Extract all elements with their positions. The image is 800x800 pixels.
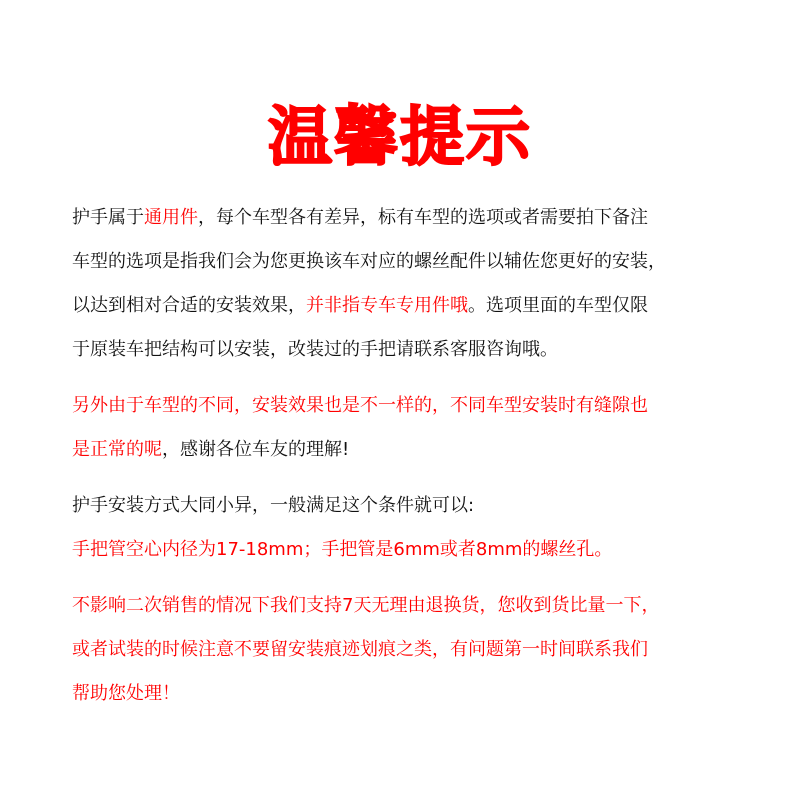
highlight-not-model-specific: 并非指专车专用件哦	[306, 295, 468, 316]
paragraph-line: 或者试装的时候注意不要留安装痕迹划痕之类，有问题第一时间联系我们	[72, 639, 648, 660]
page-title: 温馨提示	[268, 101, 532, 175]
paragraph-return-policy	[72, 584, 736, 716]
paragraph-universal-part	[72, 196, 736, 372]
paragraph-line	[72, 284, 736, 328]
paragraph-line: 于原装车把结构可以安装，改装过的手把请联系客服咨询哦。	[72, 339, 558, 360]
paragraph-line: 另外由于车型的不同，安装效果也是不一样的，不同车型安装时有缝隙也	[72, 395, 648, 416]
text-span: ，每个车型各有差异，标有车型的选项或者需要拍下备注	[198, 207, 648, 228]
highlight-universal-part: 通用件	[144, 207, 198, 228]
paragraph-line	[72, 428, 736, 472]
paragraph-line: 手把管空心内径为17-18mm；手把管是6mm或者8mm的螺丝孔。	[72, 539, 613, 560]
paragraph-line: 车型的选项是指我们会为您更换该车对应的螺丝配件以辅佐您更好的安装，	[72, 251, 666, 272]
paragraph-line: 护手安装方式大同小异，一般满足这个条件就可以:	[72, 495, 475, 516]
paragraph-installation-condition	[72, 484, 736, 572]
paragraph-line	[72, 196, 736, 240]
paragraph-line: 帮助您处理！	[72, 683, 180, 704]
text-span: 。选项里面的车型仅限	[468, 295, 648, 316]
paragraph-line: 不影响二次销售的情况下我们支持7天无理由退换货，您收到货比量一下，	[72, 595, 660, 616]
text-span: ，感谢各位车友的理解!	[162, 439, 350, 460]
text-span: 以达到相对合适的安装效果，	[72, 295, 306, 316]
paragraph-gap-notice	[72, 384, 736, 472]
text-span: 护手属于	[72, 207, 144, 228]
highlight-normal: 是正常的呢	[72, 439, 162, 460]
